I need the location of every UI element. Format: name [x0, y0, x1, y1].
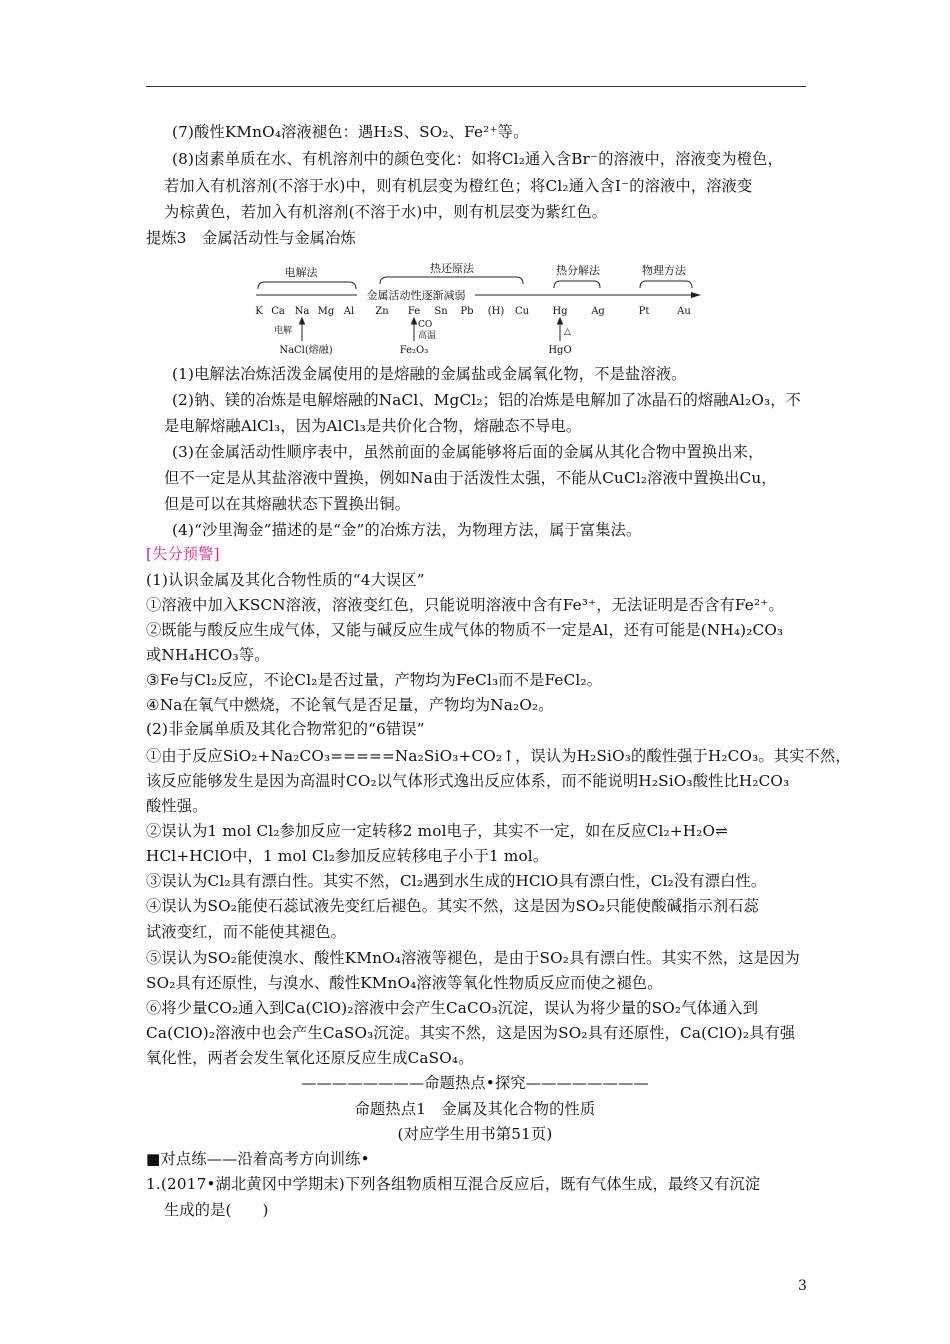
text-line: (7)酸性KMnO₄溶液褪色：遇H₂S、SO₂、Fe²⁺等。 [172, 123, 529, 141]
fe-source: Fe₂O₃ [399, 345, 429, 356]
metal-symbol: (H) [487, 306, 505, 317]
text-line: (2)非金属单质及其化合物常犯的“6错误” [146, 720, 425, 738]
practice-heading: ■对点练——沿着高考方向训练• [146, 1150, 370, 1168]
text-line: 但是可以在其熔融状态下置换出铜。 [164, 495, 411, 513]
metal-symbol: Au [677, 306, 691, 317]
text-line: 试液变红，而不能使其褪色。 [146, 923, 347, 941]
metal-symbol: Hg [552, 306, 568, 317]
na-source: NaCl(熔融) [279, 345, 333, 356]
text-line: ④误认为SO₂能使石蕊试液先变红后褪色。其实不然，这是因为SO₂只能使酸碱指示剂石蕊 [146, 897, 760, 915]
method-thermal-decomposition: 热分解法 [556, 264, 600, 277]
text-line: ⑤误认为SO₂能使溴水、酸性KMnO₄溶液等褪色，是由于SO₂具有漂白性。其实不然，这是因为 [146, 949, 800, 967]
na-condition: 电解 [274, 326, 293, 336]
metal-symbol: Al [343, 306, 355, 317]
text-line: Ca(ClO)₂溶液中也会产生CaSO₃沉淀。其实不然，这是因为SO₂具有还原性，Ca(ClO)₂具有强 [146, 1024, 796, 1042]
text-line: (3)在金属活动性顺序表中，虽然前面的金属能够将后面的金属从其化合物中置换出来， [172, 443, 764, 461]
fe-reagent: CO [418, 320, 433, 330]
topic-title: 命题热点1 金属及其化合物的性质 [354, 1100, 596, 1118]
page-number: 3 [798, 1278, 807, 1294]
hg-condition: △ [564, 327, 571, 337]
metal-symbol: Fe [407, 306, 421, 317]
text-line: ④Na在氧气中燃烧，不论氧气是否足量，产物均为Na₂O₂。 [146, 696, 554, 714]
question-text: 1.(2017•湖北黄冈中学期末)下列各组物质相互混合反应后，既有气体生成，最终又有沉淀 [146, 1175, 761, 1193]
text-line: ③误认为Cl₂具有漂白性。其实不然，Cl₂遇到水生成的HClO具有漂白性，Cl₂没有漂白性。 [146, 872, 767, 890]
method-physical: 物理方法 [642, 264, 686, 277]
text-line: (1)电解法冶炼活泼金属使用的是熔融的金属盐或金属氧化物，不是盐溶液。 [172, 365, 687, 383]
text-line: (1)认识金属及其化合物性质的“4大误区” [146, 571, 425, 589]
metal-symbol: Ca [271, 306, 285, 317]
text-line: ⑥将少量CO₂通入到Ca(ClO)₂溶液中会产生CaCO₃沉淀，误认为将少量的SO₂气体通入到 [146, 999, 759, 1017]
metal-symbol: K [255, 306, 263, 317]
bracket-thermal-decomposition [554, 281, 600, 288]
text-line: HCl+HClO中，1 mol Cl₂参加反应转移电子小于1 mol。 [146, 847, 549, 865]
metal-symbol: Pt [638, 306, 650, 317]
activity-arrowhead [691, 292, 701, 298]
warning-heading: [失分预警] [146, 545, 220, 563]
hg-source: HgO [548, 345, 572, 356]
metal-symbol: Pb [460, 306, 474, 317]
bracket-thermal-reduction [380, 277, 523, 284]
text-line: ①溶液中加入KSCN溶液，溶液变红色，只能说明溶液中含有Fe³⁺，无法证明是否含有Fe²⁺。 [146, 596, 784, 614]
text-line: 但不一定是从其盐溶液中置换，例如Na由于活泼性太强，不能从CuCl₂溶液中置换出Cu， [164, 469, 777, 487]
text-line: SO₂具有还原性，与溴水、酸性KMnO₄溶液等氧化性物质反应而使之褪色。 [146, 974, 663, 992]
text-line: 氧化性，两者会发生氧化还原反应生成CaSO₄。 [146, 1049, 474, 1067]
metal-symbol: Zn [375, 306, 389, 317]
metal-activity-diagram [254, 262, 702, 358]
text-line: 该反应能够发生是因为高温时CO₂以气体形式逸出反应体系，而不能说明H₂SiO₃酸性比H₂CO₃ [146, 772, 790, 790]
text-line: (2)钠、镁的冶炼是电解熔融的NaCl、MgCl₂；铝的冶炼是电解加了冰晶石的熔融Al₂O₃，不 [172, 391, 802, 409]
bracket-physical [640, 281, 692, 288]
text-line: ②既能与酸反应生成气体，又能与碱反应生成气体的物质不一定是Al，还有可能是(NH₄)₂CO₃ [146, 621, 784, 639]
section-divider: ————————命题热点•探究———————— [301, 1074, 649, 1092]
bracket-electrolysis [258, 282, 356, 289]
question-text: 生成的是( ) [164, 1201, 269, 1219]
text-line: 为棕黄色，若加入有机溶剂(不溶于水)中，则有机层变为紫红色。 [164, 203, 608, 221]
metal-symbol: Mg [317, 306, 335, 317]
section-heading: 提炼3 金属活动性与金属冶炼 [146, 229, 356, 247]
text-line: (8)卤素单质在水、有机溶剂中的颜色变化：如将Cl₂通入含Br⁻的溶液中，溶液变为橙色， [172, 150, 783, 168]
metal-symbol: Ag [591, 306, 605, 317]
method-electrolysis: 电解法 [284, 266, 318, 279]
metal-symbol: Na [294, 306, 310, 317]
header-rule [146, 86, 806, 87]
text-line: ②误认为1 mol Cl₂参加反应一定转移2 mol电子，其实不一定，如在反应Cl₂+H₂O⇌ [146, 822, 729, 840]
method-thermal-reduction: 热还原法 [430, 262, 474, 275]
activity-label: 金属活动性逐渐减弱 [366, 289, 466, 302]
text-line: 酸性强。 [146, 797, 208, 815]
metal-symbol: Cu [514, 306, 530, 317]
text-line: 是电解熔融AlCl₃，因为AlCl₃是共价化合物，熔融态不导电。 [164, 417, 582, 435]
text-line: 若加入有机溶剂(不溶于水)中，则有机层变为橙红色；将Cl₂通入含I⁻的溶液中，溶液变 [164, 177, 753, 195]
text-line: ③Fe与Cl₂反应，不论Cl₂是否过量，产物均为FeCl₃而不是FeCl₂。 [146, 671, 603, 689]
book-reference: (对应学生用书第51页) [397, 1125, 553, 1143]
text-line: 或NH₄HCO₃等。 [146, 646, 270, 664]
text-line: (4)“沙里淘金”描述的是“金”的冶炼方法，为物理方法，属于富集法。 [172, 521, 642, 539]
text-line: ①由于反应SiO₂+Na₂CO₃=====Na₂SiO₃+CO₂↑，误认为H₂SiO₃的酸性强于H₂CO₃。其实不然， [146, 747, 851, 765]
fe-condition: 高温 [418, 331, 437, 341]
metal-symbol: Sn [434, 306, 448, 317]
